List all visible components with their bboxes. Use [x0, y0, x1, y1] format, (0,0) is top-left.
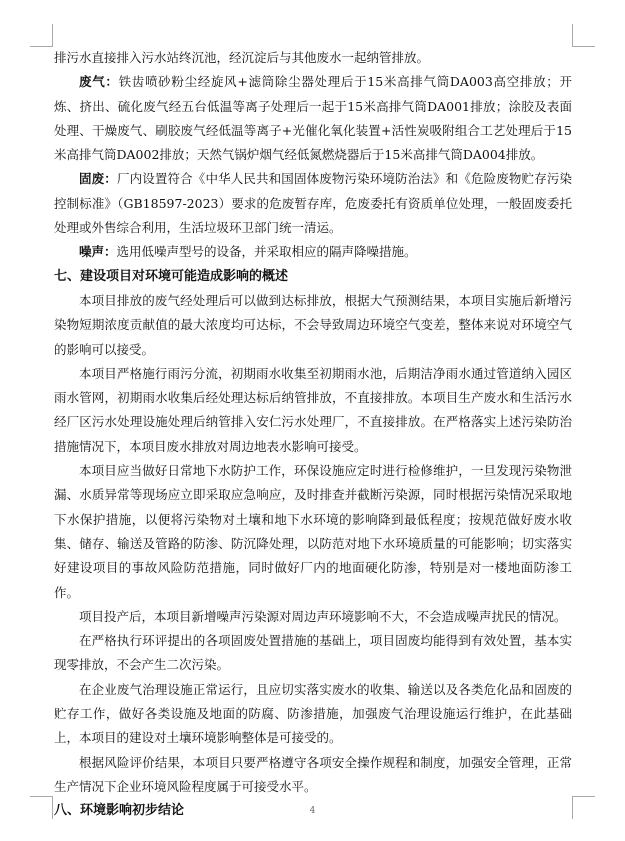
section-7-paragraph-4: 项目投产后，本项目新增噪声污染源对周边声环境影响不大，不会造成噪声扰民的情况。 — [79, 608, 567, 624]
section-7-heading: 七、建设项目对环境可能造成影响的概述 — [54, 268, 289, 284]
document-body — [54, 46, 572, 824]
section-7-paragraph-7: 根据风险评价结果，本项目只要严格遵守各项安全操作规程和制度，加强安全管理，正常生产情况下企业环境风险程度属于可接受水平。 — [54, 754, 572, 794]
section-7-paragraph-2: 本项目严格施行雨污分流，初期雨水收集至初期雨水池，后期洁净雨水通过管道纳入园区雨水管网，初期雨水收集后经处理达标后纳管排放，不直接排放。本项目生产废水和生活污水经厂区污水处理设施处理后纳管排入安仁污水处理厂，不直接排放。在严格落实上述污染防治措施情况下，本项目废水排放对周边地表水影响可接受。 — [54, 365, 572, 454]
continuation-paragraph: 排污水直接排入污水站终沉池，经沉淀后与其他废水一起纳管排放。 — [54, 50, 430, 65]
noise-paragraph — [54, 240, 572, 264]
solid-waste-text: 厂内设置符合《中华人民共和国固体废物污染环境防治法》和《危险废物贮存污染控制标准》（GB18597-2023）要求的危废暂存库，危废委托有资质单位处理，一般固废委托处理或外售综合利用，生活垃圾环卫部门统一清运。 — [54, 171, 572, 236]
solid-waste-label: 固废： — [79, 171, 117, 187]
section-7-paragraph-6: 在企业废气治理设施正常运行，且应切实落实废水的收集、输送以及各类危化品和固废的贮存工作，做好各类设施及地面的防腐、防渗措施，加强废气治理设施运行维护，在此基础上，本项目的建设对土壤环境影响整体是可接受的。 — [54, 681, 572, 746]
noise-label: 噪声： — [79, 244, 117, 260]
crop-mark-top-left — [30, 24, 53, 47]
section-8-heading: 八、环境影响初步结论 — [54, 803, 185, 819]
page-number: 4 — [309, 806, 316, 816]
section-7-paragraph-1: 本项目排放的废气经处理后可以做到达标排放，根据大气预测结果，本项目实施后新增污染物短期浓度贡献值的最大浓度均可达标，不会导致周边环境空气变差，整体来说对环境空气的影响可以接受。 — [54, 292, 572, 357]
gas-text: 铁齿喷砂粉尘经旋风+滤筒除尘器处理后于15米高排气筒DA003高空排放；开炼、挤出、硫化废气经五台低温等离子处理后一起于15米高排气筒DA001排放；涂胶及表面处理、干燥废气、刷胶废气经低温等离子+光催化氧化装置+活性炭吸附组合工艺处理后于15米高排气筒DA002排放；天然气锅炉烟气经低氮燃烧器后于15米高排气筒DA004排放。 — [54, 74, 572, 163]
section-7-paragraph-5: 在严格执行环评提出的各项固废处置措施的基础上，项目固废均能得到有效处置，基本实现零排放，不会产生二次污染。 — [54, 633, 572, 673]
section-7-paragraph-3: 本项目应当做好日常地下水防护工作，环保设施应定时进行检修维护，一旦发现污染物泄漏、水质异常等现场应立即采取应急响应，及时排查并截断污染源，同时根据污染情况采取地下水保护措施，以便将污染物对土壤和地下水环境的影响降到最低程度；按规范做好废水收集、储存、输送及管路的防渗、防沉降处理，以防范对地下水环境质量的可能影响；切实落实好建设项目的事故风险防范措施，同时做好厂内的地面硬化防渗，特别是对一楼地面防渗工作。 — [54, 463, 572, 600]
noise-text: 选用低噪声型号的设备，并采取相应的隔声降噪措施。 — [116, 244, 417, 260]
gas-label: 废气： — [79, 74, 119, 90]
gas-paragraph — [54, 70, 572, 167]
crop-mark-top-right — [572, 24, 595, 47]
solid-waste-paragraph — [54, 167, 572, 240]
